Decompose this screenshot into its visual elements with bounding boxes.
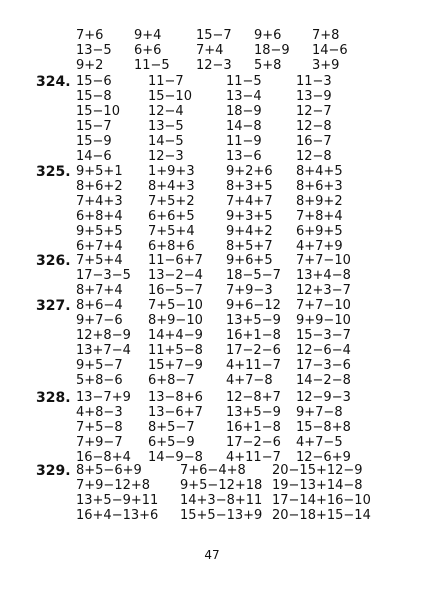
math-expression: 14−6 [76, 149, 112, 164]
expression-column [148, 390, 203, 465]
math-expression: 14+3−8+11 [180, 493, 263, 508]
math-expression: 12−8 [296, 119, 332, 134]
math-expression: 17−14+16−10 [272, 493, 371, 508]
math-expression: 13−9 [296, 89, 332, 104]
math-expression: 9+4 [134, 28, 162, 43]
expression-column [226, 74, 262, 164]
expression-column [296, 253, 351, 298]
math-expression: 12+8−9 [76, 328, 131, 343]
math-expression: 11−3 [296, 74, 332, 89]
math-expression: 8+5−7 [148, 420, 195, 435]
math-expression: 7+7−10 [296, 298, 351, 313]
math-expression: 6+9+5 [296, 224, 343, 239]
math-expression: 13−5 [76, 43, 112, 58]
math-expression: 15−7 [76, 119, 112, 134]
math-expression: 13−6+7 [148, 405, 203, 420]
math-expression: 8+7+4 [76, 283, 123, 298]
math-expression: 9+4+2 [226, 224, 273, 239]
math-expression: 11−5 [226, 74, 262, 89]
exercise-number: 326. [36, 253, 71, 269]
math-expression: 12−6−4 [296, 343, 351, 358]
math-expression: 9+2+6 [226, 164, 273, 179]
math-expression: 15−6 [76, 74, 112, 89]
math-expression: 4+7−5 [296, 435, 343, 450]
expression-column [296, 390, 351, 465]
math-expression: 11−9 [226, 134, 262, 149]
math-expression: 16−5−7 [148, 283, 203, 298]
expression-column [148, 164, 195, 254]
math-expression: 13+7−4 [76, 343, 131, 358]
math-expression: 15−9 [76, 134, 112, 149]
math-expression: 11−6+7 [148, 253, 203, 268]
math-expression: 7+8 [312, 28, 340, 43]
math-expression: 7+9−3 [226, 283, 273, 298]
expression-column [254, 28, 290, 73]
math-expression: 12−9−3 [296, 390, 351, 405]
math-expression: 9+9−10 [296, 313, 351, 328]
math-expression: 14−8 [226, 119, 262, 134]
math-expression: 19−13+14−8 [272, 478, 363, 493]
math-expression: 9+6 [254, 28, 282, 43]
math-expression: 9+6+5 [226, 253, 273, 268]
exercise-number: 324. [36, 74, 71, 90]
math-expression: 8+6+3 [296, 179, 343, 194]
math-expression: 12−3 [196, 58, 232, 73]
math-expression: 16+1−8 [226, 420, 281, 435]
math-expression: 8+5−6+9 [76, 463, 142, 478]
expression-column [76, 390, 131, 465]
math-expression: 13−4 [226, 89, 262, 104]
exercise-number: 327. [36, 298, 71, 314]
math-expression: 17−3−6 [296, 358, 351, 373]
math-expression: 6+8+6 [148, 239, 195, 254]
math-expression: 9+6−12 [226, 298, 281, 313]
page-number: 47 [204, 548, 220, 562]
expression-column [226, 164, 273, 254]
math-expression: 20−18+15−14 [272, 508, 371, 523]
math-expression: 13−6 [226, 149, 262, 164]
math-expression: 12+3−7 [296, 283, 351, 298]
math-expression: 13+5−9 [226, 313, 281, 328]
math-expression: 14−2−8 [296, 373, 351, 388]
math-expression: 17−2−6 [226, 435, 281, 450]
math-expression: 20−15+12−9 [272, 463, 363, 478]
math-expression: 3+9 [312, 58, 340, 73]
math-expression: 4+8−3 [76, 405, 123, 420]
expression-column [196, 28, 232, 73]
expression-column [312, 28, 348, 73]
expression-column [226, 253, 281, 298]
math-expression: 18−5−7 [226, 268, 281, 283]
math-expression: 8+9−10 [148, 313, 203, 328]
math-expression: 9+7−6 [76, 313, 123, 328]
math-expression: 6+8+4 [76, 209, 123, 224]
math-expression: 11−7 [148, 74, 184, 89]
math-expression: 15−10 [76, 104, 120, 119]
math-expression: 17−3−5 [76, 268, 131, 283]
math-expression: 12−7 [296, 104, 332, 119]
math-expression: 16−7 [296, 134, 332, 149]
math-expression: 6+6 [134, 43, 162, 58]
expression-column [148, 253, 203, 298]
math-expression: 15−3−7 [296, 328, 351, 343]
exercise-number: 328. [36, 390, 71, 406]
math-expression: 8+6+2 [76, 179, 123, 194]
expression-column [296, 298, 351, 388]
math-expression: 9+5+1 [76, 164, 123, 179]
math-expression: 18−9 [254, 43, 290, 58]
math-expression: 15−7 [196, 28, 232, 43]
math-expression: 13−7+9 [76, 390, 131, 405]
math-expression: 16+1−8 [226, 328, 281, 343]
math-expression: 6+6+5 [148, 209, 195, 224]
math-expression: 9+5−12+18 [180, 478, 263, 493]
math-expression: 7+5+4 [76, 253, 123, 268]
math-expression: 16−8+4 [76, 450, 131, 465]
math-expression: 9+5+5 [76, 224, 123, 239]
math-expression: 7+6−4+8 [180, 463, 246, 478]
math-expression: 8+3+5 [226, 179, 273, 194]
math-expression: 9+2 [76, 58, 104, 73]
math-expression: 13+5−9 [226, 405, 281, 420]
expression-column [76, 463, 158, 523]
math-expression: 14+4−9 [148, 328, 203, 343]
math-expression: 7+4+7 [226, 194, 273, 209]
expression-column [148, 298, 203, 388]
math-expression: 5+8 [254, 58, 282, 73]
expression-column [180, 463, 262, 523]
math-expression: 7+9−12+8 [76, 478, 151, 493]
math-expression: 13−8+6 [148, 390, 203, 405]
math-expression: 18−9 [226, 104, 262, 119]
math-expression: 11+5−8 [148, 343, 203, 358]
expression-column [76, 253, 131, 298]
math-expression: 8+9+2 [296, 194, 343, 209]
math-expression: 7+9−7 [76, 435, 123, 450]
math-expression: 13−2−4 [148, 268, 203, 283]
exercise-number: 325. [36, 164, 71, 180]
math-expression: 7+8+4 [296, 209, 343, 224]
expression-column [76, 74, 120, 164]
math-expression: 12−8 [296, 149, 332, 164]
expression-column [76, 298, 131, 388]
math-expression: 4+7+9 [296, 239, 343, 254]
math-expression: 16+4−13+6 [76, 508, 159, 523]
expression-column [296, 164, 343, 254]
math-expression: 8+6−4 [76, 298, 123, 313]
math-expression: 7+5+4 [148, 224, 195, 239]
math-expression: 7+4 [196, 43, 224, 58]
math-expression: 7+4+3 [76, 194, 123, 209]
math-expression: 13−5 [148, 119, 184, 134]
exercise-number: 329. [36, 463, 71, 479]
math-expression: 8+5+7 [226, 239, 273, 254]
math-expression: 8+4+5 [296, 164, 343, 179]
math-expression: 5+8−6 [76, 373, 123, 388]
math-expression: 15−8+8 [296, 420, 351, 435]
expression-column [76, 28, 112, 73]
math-expression: 6+5−9 [148, 435, 195, 450]
math-expression: 6+8−7 [148, 373, 195, 388]
math-expression: 9+5−7 [76, 358, 123, 373]
math-expression: 14−6 [312, 43, 348, 58]
expression-column [296, 74, 332, 164]
math-expression: 15−10 [148, 89, 192, 104]
math-expression: 7+5−10 [148, 298, 203, 313]
math-expression: 7+7−10 [296, 253, 351, 268]
math-expression: 12−4 [148, 104, 184, 119]
math-expression: 14−9−8 [148, 450, 203, 465]
expression-column [134, 28, 170, 73]
math-expression: 1+9+3 [148, 164, 195, 179]
math-expression: 7+5−8 [76, 420, 123, 435]
math-expression: 14−5 [148, 134, 184, 149]
math-expression: 9+3+5 [226, 209, 273, 224]
expression-column [226, 390, 281, 465]
math-expression: 17−2−6 [226, 343, 281, 358]
math-expression: 15−8 [76, 89, 112, 104]
math-expression: 12−3 [148, 149, 184, 164]
math-expression: 4+7−8 [226, 373, 273, 388]
math-expression: 9+7−8 [296, 405, 343, 420]
math-expression: 6+7+4 [76, 239, 123, 254]
math-expression: 13+5−9+11 [76, 493, 159, 508]
math-expression: 15+7−9 [148, 358, 203, 373]
math-expression: 12−6+9 [296, 450, 351, 465]
math-expression: 15+5−13+9 [180, 508, 263, 523]
math-expression: 8+4+3 [148, 179, 195, 194]
math-expression: 13+4−8 [296, 268, 351, 283]
math-expression: 7+6 [76, 28, 104, 43]
expression-column [148, 74, 192, 164]
math-expression: 11−5 [134, 58, 170, 73]
math-expression: 12−8+7 [226, 390, 281, 405]
expression-column [272, 463, 371, 523]
math-expression: 4+11−7 [226, 358, 281, 373]
expression-column [76, 164, 123, 254]
math-expression: 4+11−7 [226, 450, 281, 465]
expression-column [226, 298, 281, 388]
math-expression: 7+5+2 [148, 194, 195, 209]
